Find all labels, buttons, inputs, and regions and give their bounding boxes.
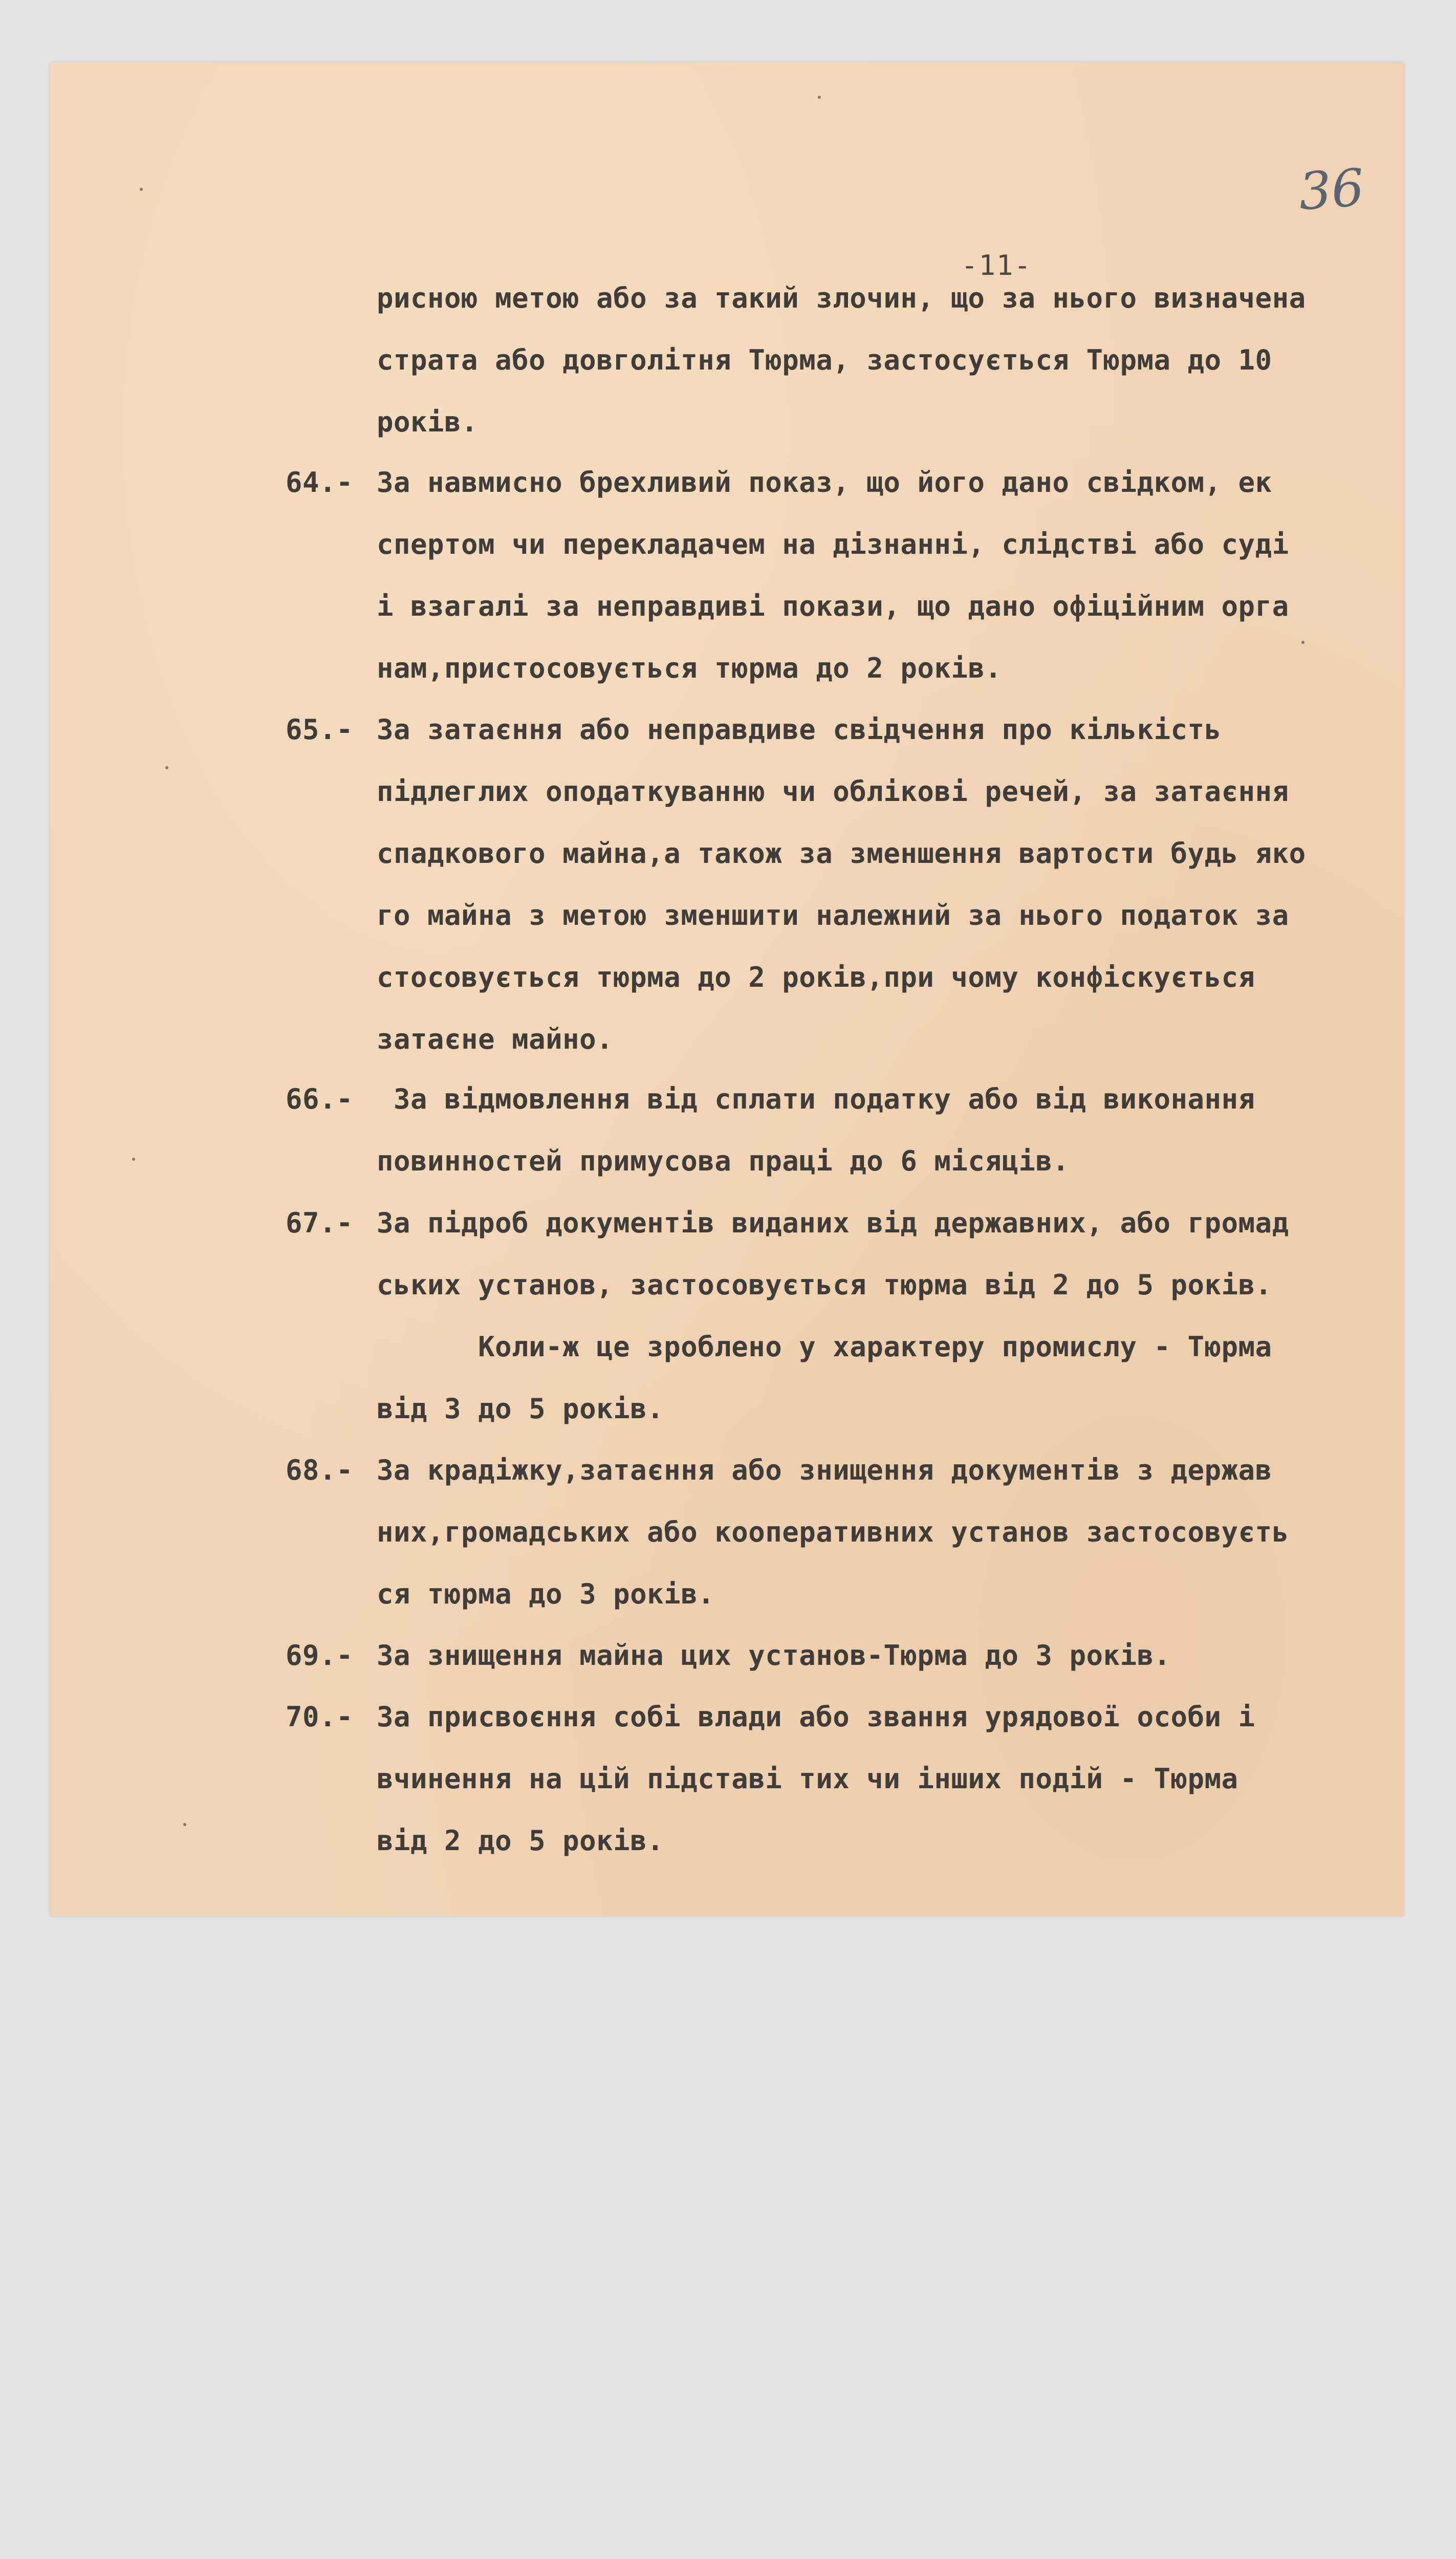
document-page: [50, 62, 1404, 1916]
text-line: вчинення на цій підставі тих чи інших подій - Тюрма: [377, 1763, 1238, 1795]
article-number: 68.-: [286, 1454, 354, 1486]
article-number: 67.-: [286, 1207, 354, 1239]
text-line: За відмовлення від сплати податку або від виконання: [377, 1083, 1255, 1115]
text-line: рисною метою або за такий злочин, що за нього визначена: [377, 282, 1306, 314]
folio-number: 36: [1297, 157, 1366, 222]
text-line: підлеглих оподаткуванню чи обліковi речей, за затаєння: [377, 775, 1289, 808]
article-number: 66.-: [286, 1083, 354, 1115]
text-line: За знищення майна цих установ-Тюрма до 3 років.: [377, 1639, 1171, 1672]
article-number: 69.-: [286, 1639, 354, 1672]
article-number: 64.-: [286, 466, 354, 498]
text-line: За крадіжку,затаєння або знищення документів з держав: [377, 1454, 1272, 1486]
article-number: 65.-: [286, 713, 354, 746]
body-text: [50, 62, 1404, 2559]
text-line: років.: [377, 406, 479, 438]
text-line: ся тюрма до 3 років.: [377, 1578, 715, 1610]
text-line: від 3 до 5 років.: [377, 1393, 664, 1425]
text-line: За навмисно брехливий показ, що його дано свідком, ек: [377, 466, 1272, 498]
text-line: ських установ, застосовується тюрма від 2 до 5 років.: [377, 1269, 1272, 1301]
text-line: За присвоєння собі влади або звання урядової особи і: [377, 1701, 1255, 1733]
text-line: від 2 до 5 років.: [377, 1825, 664, 1857]
text-line: нам,пристосовується тюрма до 2 років.: [377, 652, 1002, 684]
text-line: го майна з метою зменшити належний за нього податок за: [377, 899, 1289, 931]
text-line: стосовується тюрма до 2 років,при чому конфіскується: [377, 961, 1255, 993]
text-line: них,громадських або кооперативних установ застосовуєть: [377, 1516, 1289, 1548]
text-line: спадкового майна,а також за зменшення вартости будь яко: [377, 837, 1306, 870]
text-line: За затаєння або неправдиве свідчення про кількість: [377, 713, 1222, 746]
article-number: 70.-: [286, 1701, 354, 1733]
text-line: страта або довголітня Тюрма, застосується Тюрма до 10: [377, 344, 1272, 376]
text-line: Коли-ж це зроблено у характеру промислу - Тюрма: [377, 1331, 1272, 1363]
scan-speck: [132, 1158, 135, 1161]
scan-speck: [1301, 641, 1305, 644]
scan-speck: [165, 766, 168, 769]
text-line: повинностей примусова праці до 6 місяців.: [377, 1145, 1070, 1177]
text-line: затаєне майно.: [377, 1023, 614, 1055]
text-line: спертом чи перекладачем на дізнанні, слідстві або суді: [377, 528, 1289, 560]
text-line: За підроб документів виданих від державних, або громад: [377, 1207, 1289, 1239]
scan-speck: [140, 188, 143, 191]
text-line: і взагалі за неправдиві покази, що дано офіційним орга: [377, 590, 1289, 622]
scan-speck: [818, 96, 821, 99]
page-number: -11-: [961, 249, 1032, 281]
scan-speck: [183, 1823, 186, 1826]
